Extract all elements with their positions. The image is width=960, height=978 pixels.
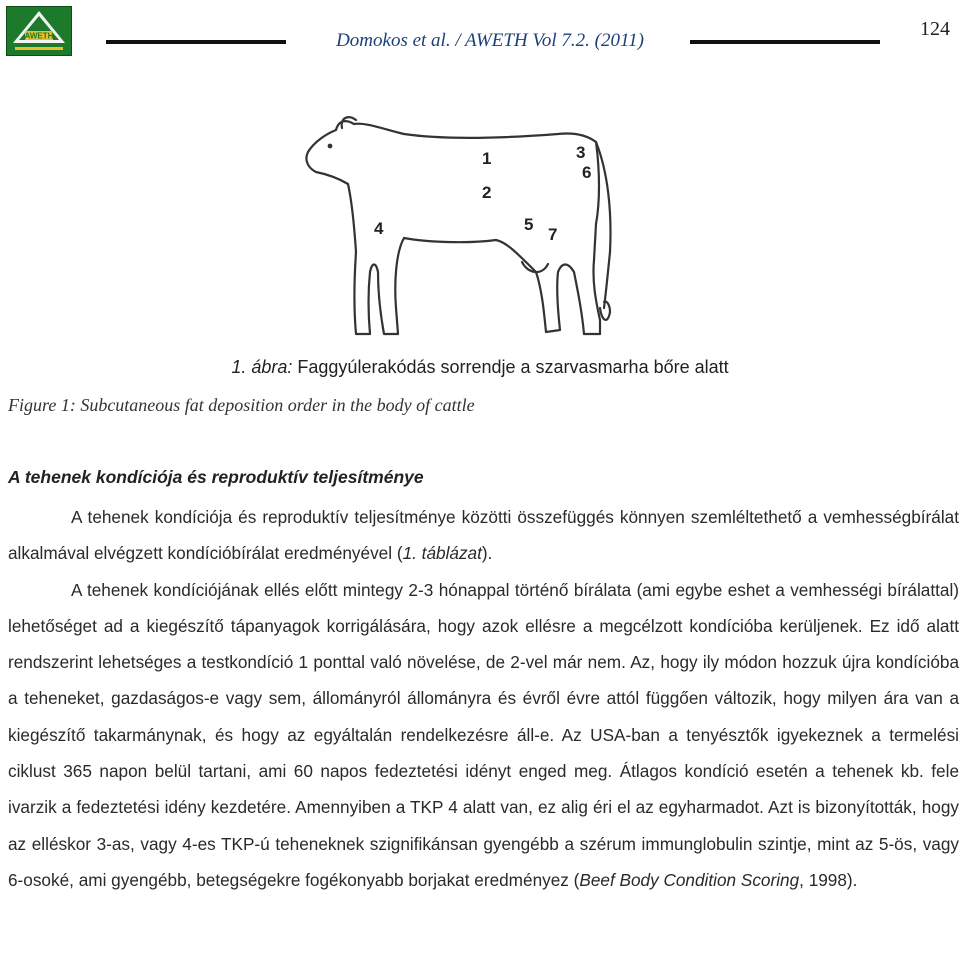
- paragraph-2-text: A tehenek kondíciójának ellés előtt mintegy 2-3 hónappal történő bírálata (ami egybe eshet a vemhességi bírálattal) lehetőséget ad a kiegészítő tápanyagok korrigálására, hogy azok ellésre a megcélzott kondícióba kerüljenek. Ez idő alatt rendszerint lehetséges a testkondíció 1 ponttal való növelése, de 2-vel már nem. Az, hogy ily módon hozzuk újra kondícióba a teheneket, gazdaságos-e vagy sem, állományról állományra és évről évre attól függően változik, hogy milyen ára van a kiegészítő takarmánynak, és hogy az egyáltalán rendelkezésre áll-e. Az USA-ban a tenyésztők igyekeznek a termelési ciklust 365 napon belül tartani, ami 60 napos fedeztetési idényt enged meg. Átlagos kondíció esetén a tehenek kb. fele ivarzik a fedeztetési idény kezdetére. Amennyiben a TKP 4 alatt van, ez alig éri el az egyharmadot. Azt is bizonyították, hogy az elléskor 3-as, vagy 4-es TKP-ú teheneknek szignifikánsan gyengébb a szérum immunglobulin szintje, mint az 5-ös, vagy 6-osoké, ami gyengébb, betegségekre fogékonyabb borjakat eredményez (: [8, 579, 959, 890]
- page-number: 124: [920, 18, 950, 40]
- section-body: [8, 499, 959, 898]
- header-rule-left: [106, 40, 286, 44]
- journal-logo: [6, 6, 72, 56]
- marker-1: 1: [482, 149, 492, 168]
- paragraph-1-end: ).: [481, 543, 493, 564]
- cow-figure: [296, 112, 626, 344]
- paragraph-2: [8, 572, 959, 899]
- citation-title: Beef Body Condition Scoring: [579, 869, 800, 890]
- table-reference: 1. táblázat: [402, 543, 482, 564]
- paragraph-1-text: A tehenek kondíciója és reproduktív teljesítménye közötti összefüggés könnyen szemléltethető a vemhességbírálat alkalmával elvégzett kondícióbírálat eredményével (: [8, 507, 959, 564]
- cow-eye: [328, 144, 333, 149]
- marker-5: 5: [524, 215, 534, 234]
- header-rule-right: [690, 40, 880, 44]
- figure-caption-en: Figure 1: Subcutaneous fat deposition order in the body of cattle: [8, 395, 475, 415]
- marker-6: 6: [582, 163, 592, 182]
- marker-2: 2: [482, 183, 492, 202]
- section-heading: A tehenek kondíciója és reproduktív teljesítménye: [8, 467, 424, 487]
- figure-caption-hu: [0, 357, 960, 378]
- page-header: [0, 0, 960, 70]
- paragraph-2-end: , 1998).: [799, 869, 858, 890]
- figure-caption-text: Faggyúlerakódás sorrendje a szarvasmarha bőre alatt: [292, 357, 729, 377]
- svg-text:AWETH: AWETH: [24, 31, 54, 41]
- marker-4: 4: [374, 219, 384, 238]
- figure-caption-label: 1. ábra:: [231, 357, 293, 377]
- marker-7: 7: [548, 225, 558, 244]
- marker-3: 3: [576, 143, 586, 162]
- paragraph-1: [8, 499, 959, 572]
- cow-outline: [296, 112, 626, 344]
- logo-graphic: [7, 7, 71, 55]
- running-title: Domokos et al. / AWETH Vol 7.2. (2011): [336, 30, 644, 51]
